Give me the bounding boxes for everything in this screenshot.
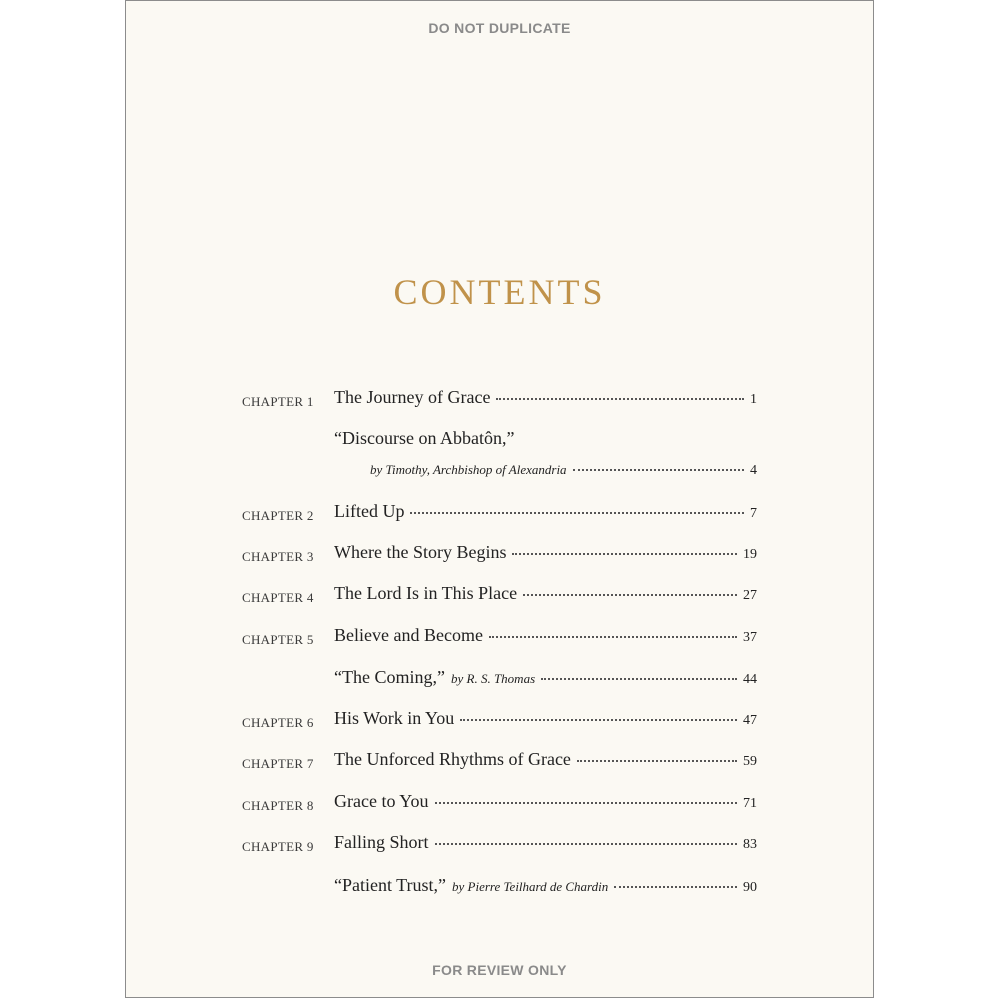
toc-row[interactable] xyxy=(126,708,873,738)
entry-title: Believe and Become xyxy=(334,625,483,645)
entry-title: Lifted Up xyxy=(334,501,405,521)
page-number: 37 xyxy=(743,630,757,645)
toc-entry xyxy=(334,462,757,479)
entry-byline: by R. S. Thomas xyxy=(450,671,536,686)
entry-title: “The Coming,” xyxy=(334,667,445,687)
toc-entry xyxy=(334,832,757,853)
toc-row[interactable] xyxy=(126,387,873,417)
page-number: 19 xyxy=(743,547,757,562)
toc-entry xyxy=(334,501,757,522)
book-page xyxy=(125,0,874,998)
chapter-label: CHAPTER 5 xyxy=(242,632,314,647)
toc-entry xyxy=(334,583,757,604)
page-number: 83 xyxy=(743,837,757,852)
page-number: 1 xyxy=(750,392,757,407)
dot-leader xyxy=(496,398,744,400)
toc-entry xyxy=(334,791,757,812)
chapter-label: CHAPTER 2 xyxy=(242,508,314,523)
entry-title: “Patient Trust,” xyxy=(334,875,447,895)
toc-row[interactable] xyxy=(126,832,873,862)
toc-row[interactable] xyxy=(126,875,873,905)
chapter-label: CHAPTER 9 xyxy=(242,839,314,854)
toc-row[interactable] xyxy=(126,625,873,655)
toc-row[interactable] xyxy=(126,542,873,572)
entry-byline: by Timothy, Archbishop of Alexandria xyxy=(370,462,567,477)
toc-row[interactable] xyxy=(126,501,873,531)
watermark-top: DO NOT DUPLICATE xyxy=(428,20,571,36)
page-number: 7 xyxy=(750,506,757,521)
toc-entry xyxy=(334,749,757,770)
watermark-bottom: FOR REVIEW ONLY xyxy=(432,962,567,978)
toc-row[interactable] xyxy=(126,428,873,458)
dot-leader xyxy=(410,512,744,514)
chapter-label: CHAPTER 4 xyxy=(242,590,314,605)
page-number: 44 xyxy=(743,672,757,687)
toc-entry xyxy=(334,387,757,408)
dot-leader xyxy=(489,636,737,638)
entry-byline: by Pierre Teilhard de Chardin xyxy=(452,879,609,894)
toc-row[interactable] xyxy=(126,749,873,779)
chapter-label: CHAPTER 8 xyxy=(242,798,314,813)
toc-row[interactable] xyxy=(126,462,873,492)
entry-title: The Lord Is in This Place xyxy=(334,583,518,603)
entry-title: His Work in You xyxy=(334,708,455,728)
dot-leader xyxy=(523,594,737,596)
toc-entry xyxy=(334,667,757,688)
entry-title: The Journey of Grace xyxy=(334,387,491,407)
entry-title: Falling Short xyxy=(334,832,429,852)
dot-leader xyxy=(435,802,738,804)
page-number: 4 xyxy=(750,463,757,478)
page-number: 90 xyxy=(743,880,757,895)
chapter-label: CHAPTER 6 xyxy=(242,715,314,730)
page-title: CONTENTS xyxy=(393,272,606,312)
toc-row[interactable] xyxy=(126,667,873,697)
toc-entry xyxy=(334,708,757,729)
toc-entry xyxy=(334,625,757,646)
dot-leader xyxy=(460,719,737,721)
dot-leader xyxy=(573,469,744,471)
page-number: 59 xyxy=(743,754,757,769)
entry-title: Where the Story Begins xyxy=(334,542,507,562)
chapter-label: CHAPTER 7 xyxy=(242,756,314,771)
toc-entry xyxy=(334,542,757,563)
page-number: 27 xyxy=(743,588,757,603)
chapter-label: CHAPTER 3 xyxy=(242,549,314,564)
toc-row[interactable] xyxy=(126,583,873,613)
entry-title: “Discourse on Abbatôn,” xyxy=(334,428,515,448)
dot-leader xyxy=(541,678,737,680)
dot-leader xyxy=(614,886,737,888)
dot-leader xyxy=(512,553,737,555)
dot-leader xyxy=(435,843,737,845)
page-number: 47 xyxy=(743,713,757,728)
page-number: 71 xyxy=(743,796,757,811)
toc-entry xyxy=(334,875,757,896)
chapter-label: CHAPTER 1 xyxy=(242,394,314,409)
dot-leader xyxy=(577,760,737,762)
entry-title: Grace to You xyxy=(334,791,429,811)
entry-title: The Unforced Rhythms of Grace xyxy=(334,749,571,769)
toc-row[interactable] xyxy=(126,791,873,821)
